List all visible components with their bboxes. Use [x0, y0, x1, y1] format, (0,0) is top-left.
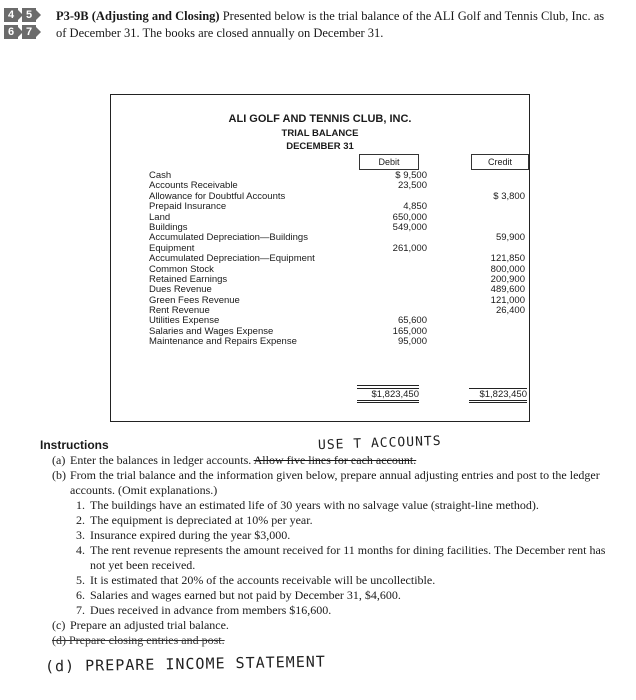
credit-amount: $ 3,800: [493, 190, 525, 202]
statement-title: TRIAL BALANCE: [281, 128, 359, 139]
credit-amount: 121,000: [490, 294, 525, 306]
debit-amount: 650,000: [392, 211, 427, 223]
problem-number: P3-9B (Adjusting and Closing): [56, 9, 220, 23]
account-name: Common Stock: [149, 263, 214, 275]
account-name: Prepaid Insurance: [149, 201, 227, 213]
adjustment-number: 6.: [76, 588, 85, 602]
adjustment-items: [40, 498, 615, 618]
adjustment-item: [40, 603, 615, 618]
adjustment-text: It is estimated that 20% of the accounts receivable will be uncollectible.: [90, 573, 436, 587]
adjustment-text: Dues received in advance from members $16,600.: [90, 603, 332, 617]
problem-heading: [56, 8, 616, 42]
debit-amount: 65,600: [397, 315, 427, 327]
adjustment-text: Insurance expired during the year $3,000.: [90, 528, 291, 542]
account-name: Accumulated Depreciation—Equipment: [149, 253, 315, 265]
account-name: Rent Revenue: [149, 305, 210, 317]
account-name: Buildings: [149, 221, 188, 233]
instruction-a-label: (a): [52, 453, 66, 467]
instruction-c-text: Prepare an adjusted trial balance.: [70, 618, 229, 632]
adjustment-item: [40, 573, 615, 588]
instruction-b: [40, 468, 615, 498]
account-name: Maintenance and Repairs Expense: [149, 336, 297, 348]
debit-amount: 549,000: [392, 221, 427, 233]
account-name: Allowance for Doubtful Accounts: [149, 190, 286, 202]
credit-amount: 489,600: [490, 284, 525, 296]
debit-subtotal-rule: [357, 385, 419, 386]
adjustment-item: [40, 528, 615, 543]
handwritten-note-income-statement: (d) PREPARE INCOME STATEMENT: [44, 652, 327, 676]
instruction-a-struck-text: Allow five lines for each account.: [253, 453, 417, 467]
debit-amount: 23,500: [397, 180, 427, 192]
table-row: [149, 254, 529, 264]
statement-date: DECEMBER 31: [286, 141, 354, 152]
adjustment-item: [40, 513, 615, 528]
account-name: Accumulated Depreciation—Buildings: [149, 232, 308, 244]
table-row: [149, 213, 529, 223]
credit-header: Credit: [471, 154, 529, 170]
credit-amount: 26,400: [495, 305, 525, 317]
instruction-a-text: Enter the balances in ledger accounts.: [70, 453, 252, 467]
adjustment-text: The buildings have an estimated life of 30 years with no salvage value (straight-line method).: [90, 498, 539, 512]
table-row: [149, 337, 529, 347]
badge-7: 7: [22, 25, 36, 39]
badge-5: 5: [22, 8, 36, 22]
account-name: Green Fees Revenue: [149, 294, 240, 306]
instruction-d-struck-text: (d) Prepare closing entries and post.: [52, 633, 225, 647]
account-rows: [149, 171, 529, 348]
account-name: Utilities Expense: [149, 315, 220, 327]
debit-header: Debit: [359, 154, 419, 170]
instructions-title: Instructions: [40, 438, 109, 452]
account-name: Dues Revenue: [149, 284, 212, 296]
trial-balance-table: [110, 94, 530, 422]
account-name: Land: [149, 211, 171, 223]
adjustment-number: 5.: [76, 573, 85, 587]
adjustment-text: The equipment is depreciated at 10% per year.: [90, 513, 313, 527]
account-name: Equipment: [149, 242, 195, 254]
instruction-b-label: (b): [52, 468, 66, 482]
credit-amount: 200,900: [490, 273, 525, 285]
debit-amount: 95,000: [397, 336, 427, 348]
adjustment-text: The rent revenue represents the amount received for 11 months for dining facilities. The December rent has not yet been received.: [90, 543, 606, 572]
debit-amount: 165,000: [392, 325, 427, 337]
account-name: Salaries and Wages Expense: [149, 325, 274, 337]
adjustment-number: 4.: [76, 543, 85, 557]
account-name: Accounts Receivable: [149, 180, 238, 192]
company-name: ALI GOLF AND TENNIS CLUB, INC.: [228, 113, 412, 125]
adjustment-text: Salaries and wages earned but not paid by December 31, $4,600.: [90, 588, 401, 602]
debit-amount: 4,850: [403, 201, 427, 213]
total-debit: $1,823,450: [357, 388, 419, 403]
account-name: Cash: [149, 170, 172, 181]
adjustment-item: [40, 498, 615, 513]
table-row: [149, 202, 529, 212]
adjustment-number: 3.: [76, 528, 85, 542]
account-name: Retained Earnings: [149, 273, 228, 285]
badge-6: 6: [4, 25, 18, 39]
instruction-a: [40, 453, 615, 468]
credit-amount: 800,000: [490, 263, 525, 275]
handwritten-note-t-accounts: USE T ACCOUNTS: [317, 433, 442, 454]
debit-amount: $ 9,500: [395, 170, 427, 181]
adjustment-item: [40, 588, 615, 603]
instructions: [40, 438, 615, 648]
adjustment-number: 1.: [76, 498, 85, 512]
adjustment-item: [40, 543, 615, 573]
table-row: [149, 233, 529, 243]
instruction-c: [40, 618, 615, 633]
instruction-b-text: From the trial balance and the information given below, prepare annual adjusting entries and post to the ledger accounts. (Omit explanations.): [70, 468, 600, 497]
total-credit: $1,823,450: [469, 388, 527, 403]
credit-amount: 121,850: [490, 253, 525, 265]
instruction-d: [40, 633, 615, 648]
debit-amount: 261,000: [392, 242, 427, 254]
problem-text: Presented below is the trial balance of the ALI Golf and Tennis Club, Inc. as of December 31. The books are closed annually on December 31.: [56, 9, 605, 40]
adjustment-number: 7.: [76, 603, 85, 617]
credit-amount: 59,900: [495, 232, 525, 244]
adjustment-number: 2.: [76, 513, 85, 527]
badge-4: 4: [4, 8, 18, 22]
instruction-c-label: (c): [52, 618, 66, 632]
